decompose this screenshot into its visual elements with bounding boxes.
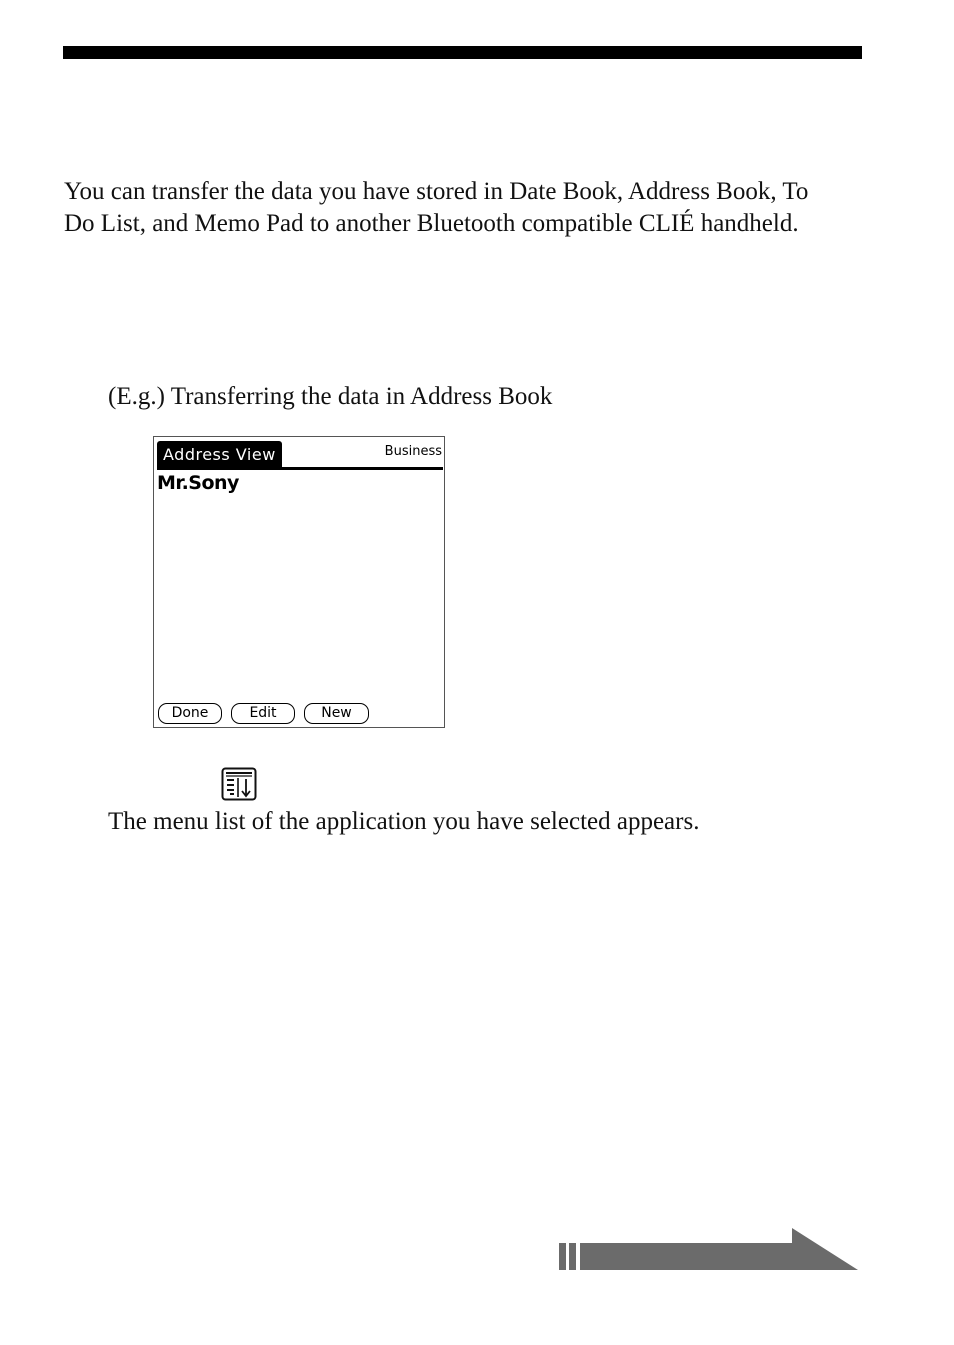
- top-rule: [63, 46, 862, 59]
- example-caption: (E.g.) Transferring the data in Address Book: [108, 383, 553, 410]
- new-button[interactable]: New: [304, 703, 369, 724]
- edit-button[interactable]: Edit: [231, 703, 295, 724]
- record-name: Mr.Sony: [157, 472, 239, 494]
- done-button[interactable]: Done: [158, 703, 222, 724]
- address-view-screenshot: [153, 436, 445, 728]
- intro-paragraph: You can transfer the data you have stored in Date Book, Address Book, To Do List, and Memo Pad to another Bluetooth compatible CLIÉ handheld.: [64, 178, 809, 237]
- step-result-text: The menu list of the application you have selected appears.: [108, 808, 700, 835]
- category-label[interactable]: Business: [384, 444, 442, 459]
- menu-icon: [221, 767, 257, 801]
- screen-title[interactable]: Address View: [157, 441, 282, 467]
- screen-titlebar: [157, 441, 443, 470]
- continued-arrow-icon: [558, 1226, 860, 1272]
